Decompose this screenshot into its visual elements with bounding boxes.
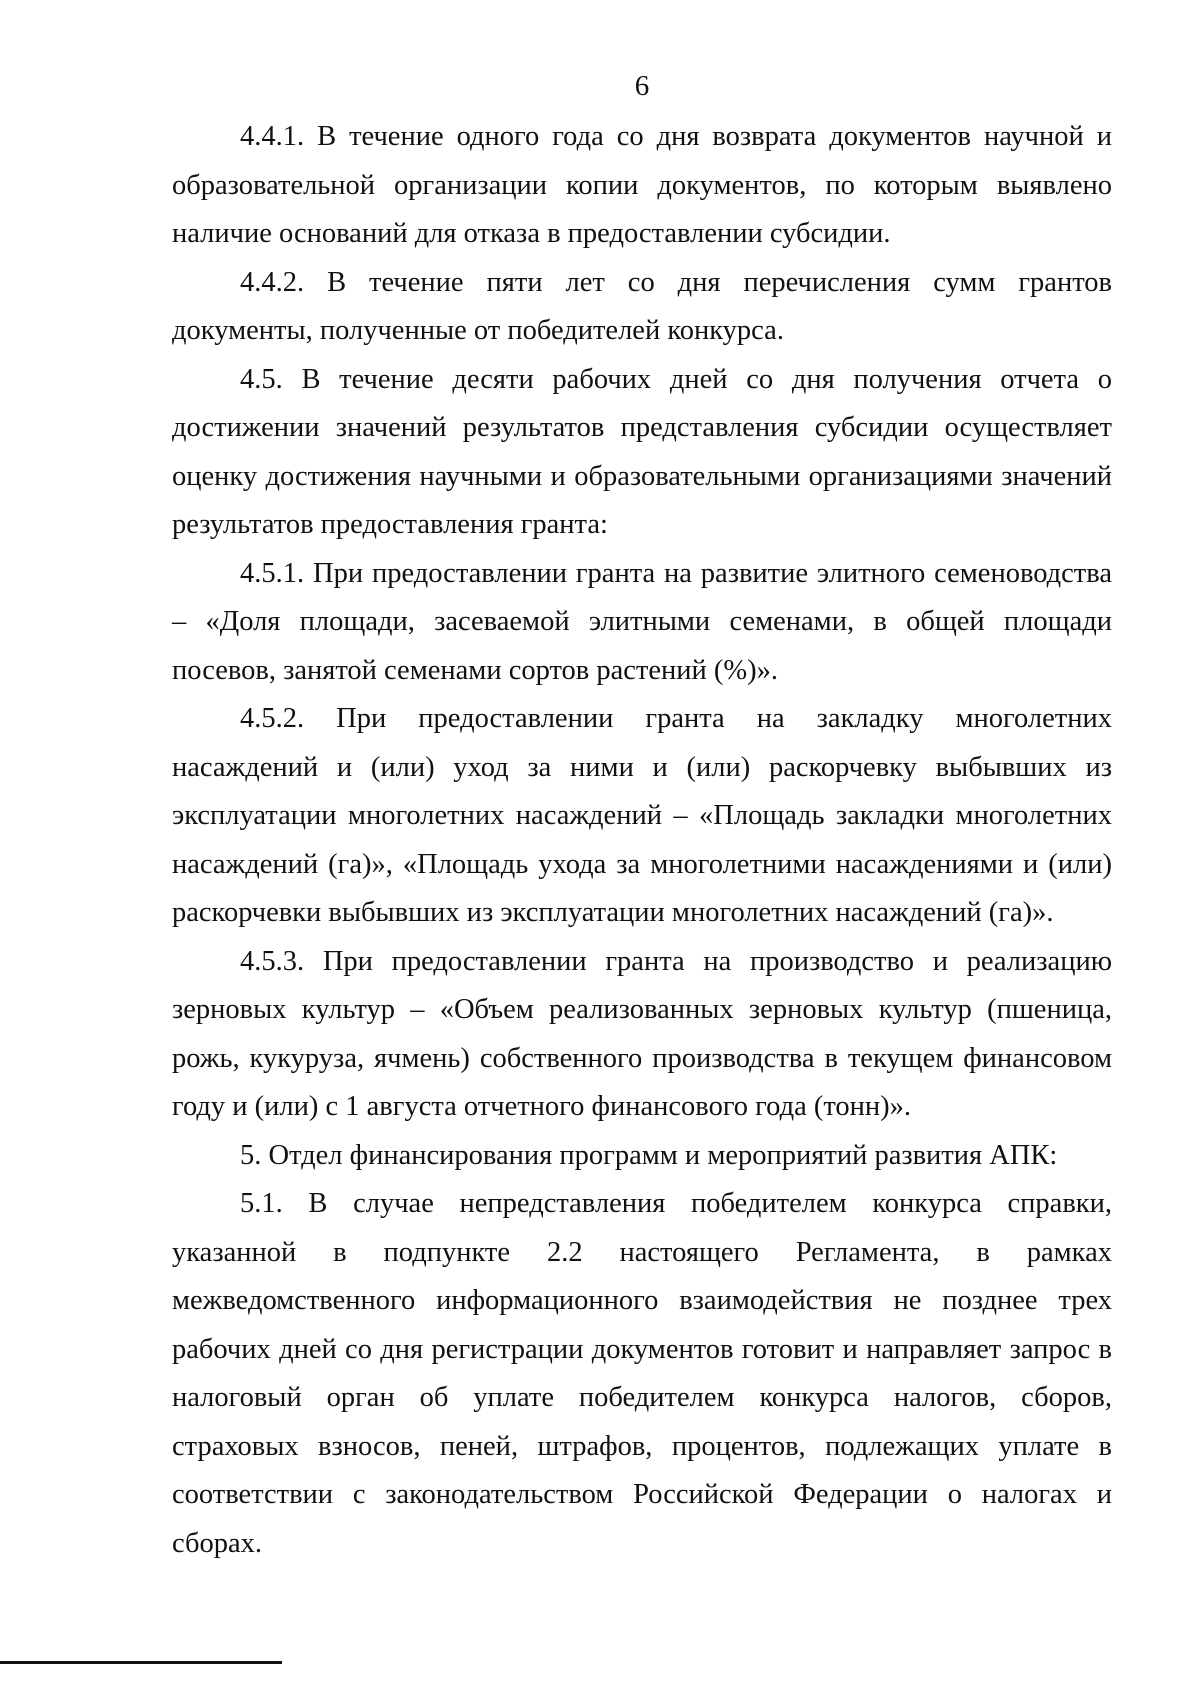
paragraph-4-4-2: 4.4.2. В течение пяти лет со дня перечисления сумм грантов документы, полученные от победителей конкурса.: [172, 266, 1112, 346]
paragraph-4-5-3: 4.5.3. При предоставлении гранта на производство и реализацию зерновых культур – «Объем реализованных зерновых культур (пшеница, рожь, кукуруза, ячмень) собственного производства в текущем финансовом году и (или) с 1 августа отчетного финансового года (тонн)».: [172, 945, 1112, 1122]
paragraph-4-5-1: 4.5.1. При предоставлении гранта на развитие элитного семеноводства – «Доля площади, засеваемой элитными семенами, в общей площади посевов, занятой семенами сортов растений (%)».: [172, 557, 1112, 686]
footer-rule: [0, 1661, 282, 1664]
document-body: [172, 113, 1112, 1568]
paragraph-5: 5. Отдел финансирования программ и мероприятий развития АПК:: [240, 1139, 1058, 1171]
paragraph-4-5-2: 4.5.2. При предоставлении гранта на закладку многолетних насаждений и (или) уход за ними и (или) раскорчевку выбывших из эксплуатации многолетних насаждений – «Площадь закладки многолетних насаждений (га)», «Площадь ухода за многолетними насаждениями и (или) раскорчевки выбывших из эксплуатации многолетних насаждений (га)».: [172, 703, 1112, 928]
page-number: 6: [634, 70, 650, 102]
paragraph-4-4-1: 4.4.1. В течение одного года со дня возврата документов научной и образовательной организации копии документов, по которым выявлено наличие оснований для отказа в предоставлении субсидии.: [172, 121, 1112, 249]
paragraph-5-1: 5.1. В случае непредставления победителем конкурса справки, указанной в подпункте 2.2 настоящего Регламента, в рамках межведомственного информационного взаимодействия не позднее трех рабочих дней со дня регистрации документов готовит и направляет запрос в налоговый орган об уплате победителем конкурса налогов, сборов, страховых взносов, пеней, штрафов, процентов, подлежащих уплате в соответствии с законодательством Российской Федерации о налогах и сборах.: [172, 1188, 1112, 1559]
paragraph-4-5: 4.5. В течение десяти рабочих дней со дня получения отчета о достижении значений результатов представления субсидии осуществляет оценку достижения научными и образовательными организациями значений результатов предоставления гранта:: [172, 363, 1112, 540]
